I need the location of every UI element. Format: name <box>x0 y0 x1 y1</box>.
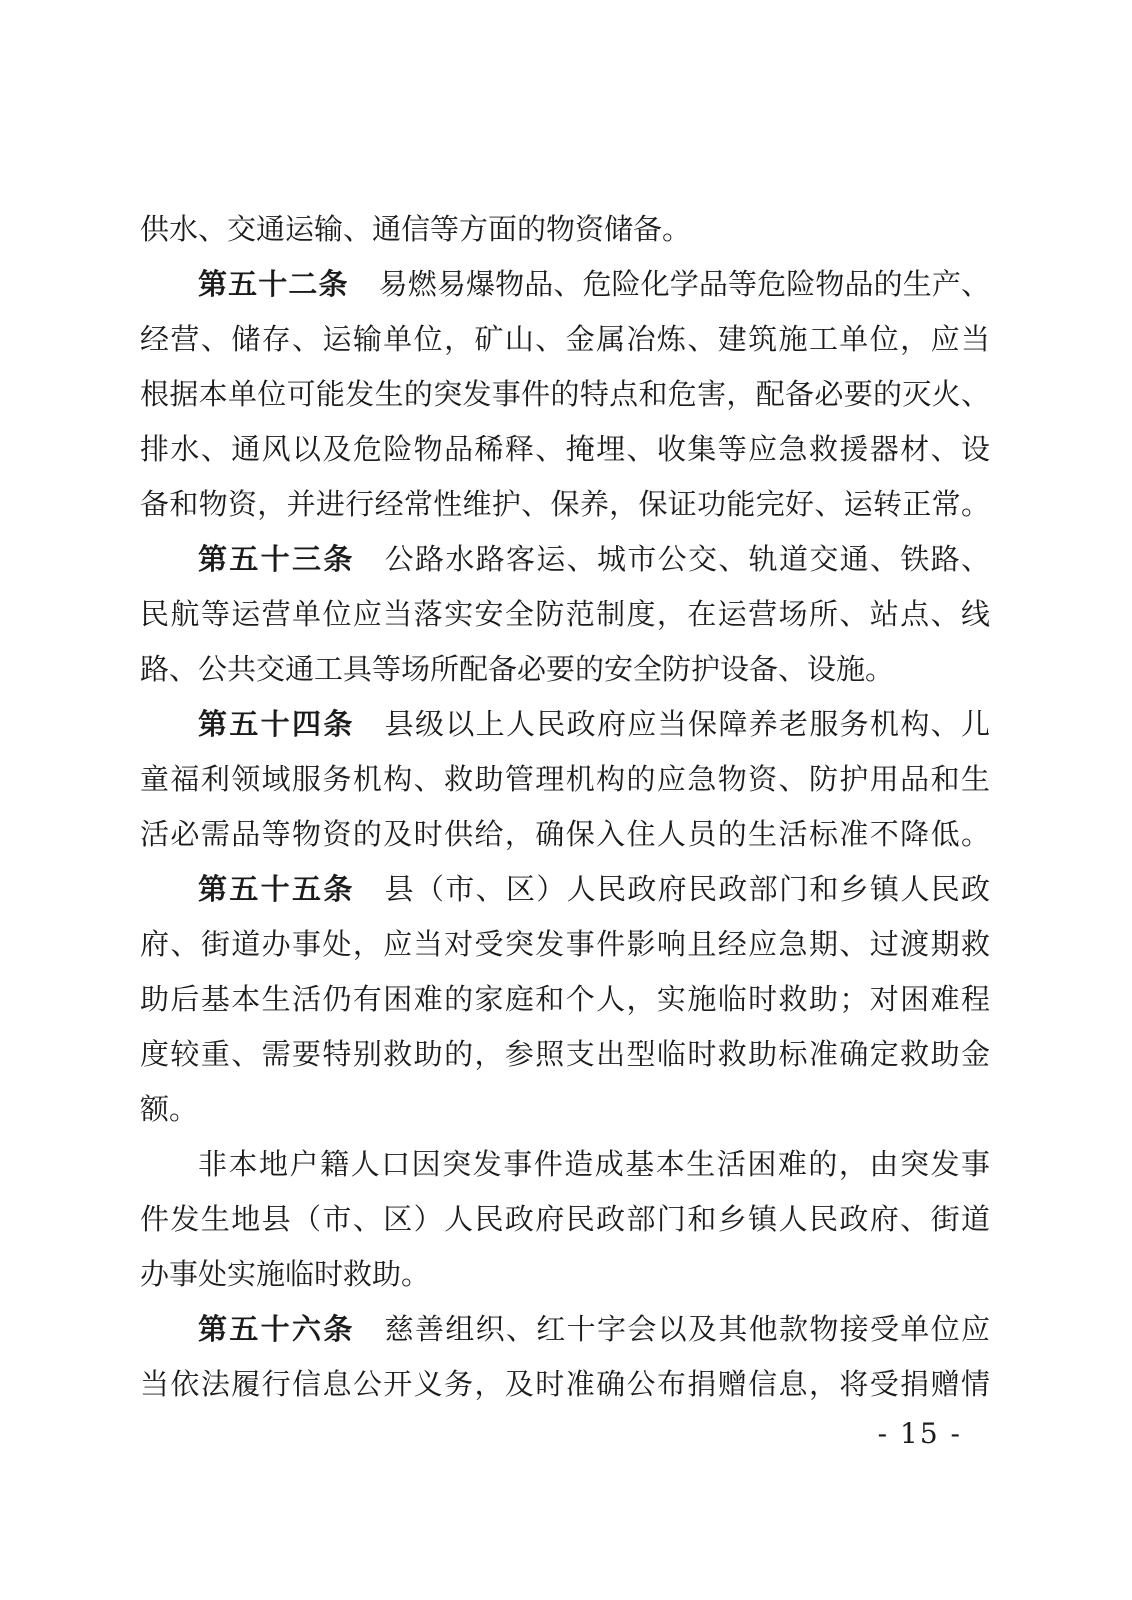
line-text: 根据本单位可能发生的突发事件的特点和危害，配备必要的灭火、 <box>140 379 990 411</box>
line-text: 度较重、需要特别救助的，参照支出型临时救助标准确定救助金 <box>140 1039 990 1071</box>
line-text: 办事处实施临时救助。 <box>140 1259 431 1291</box>
line-text: 供水、交通运输、通信等方面的物资储备。 <box>140 214 692 246</box>
line-text: 童福利领域服务机构、救助管理机构的应急物资、防护用品和生 <box>140 764 990 796</box>
document-line <box>140 588 990 643</box>
document-line <box>140 423 990 478</box>
document-line <box>140 313 990 368</box>
line-text: 经营、储存、运输单位，矿山、金属冶炼、建筑施工单位，应当 <box>140 324 990 356</box>
line-text: 件发生地县（市、区）人民政府民政部门和乡镇人民政府、街道 <box>140 1204 990 1236</box>
line-text: 公路水路客运、城市公交、轨道交通、铁路、 <box>384 544 990 576</box>
document-line <box>140 1193 990 1248</box>
line-text: 县级以上人民政府应当保障养老服务机构、儿 <box>384 709 990 741</box>
document-line <box>140 1083 990 1138</box>
document-body <box>140 203 990 1413</box>
line-text: 县（市、区）人民政府民政部门和乡镇人民政 <box>384 874 990 906</box>
line-text: 活必需品等物资的及时供给，确保入住人员的生活标准不降低。 <box>140 819 990 851</box>
document-line <box>140 1358 990 1413</box>
document-line <box>140 918 990 973</box>
document-line <box>140 1138 990 1193</box>
document-line <box>140 973 990 1028</box>
document-line <box>140 1303 990 1358</box>
document-line <box>140 753 990 808</box>
line-text: 非本地户籍人口因突发事件造成基本生活困难的，由突发事 <box>198 1149 990 1181</box>
document-line <box>140 1028 990 1083</box>
article-number: 第五十四条 <box>198 709 355 741</box>
line-text: 易燃易爆物品、危险化学品等危险物品的生产、 <box>378 269 990 301</box>
line-text: 排水、通风以及危险物品稀释、掩埋、收集等应急救援器材、设 <box>140 434 990 466</box>
line-text: 备和物资，并进行经常性维护、保养，保证功能完好、运转正常。 <box>140 489 990 521</box>
document-line <box>140 643 990 698</box>
page-number: - 15 - <box>877 1417 962 1450</box>
article-number: 第五十三条 <box>198 544 355 576</box>
document-line <box>140 203 990 258</box>
document-line <box>140 368 990 423</box>
document-line <box>140 258 990 313</box>
document-line <box>140 698 990 753</box>
document-line <box>140 533 990 588</box>
article-number: 第五十五条 <box>198 874 355 906</box>
line-text: 府、街道办事处，应当对受突发事件影响且经应急期、过渡期救 <box>140 929 990 961</box>
line-text: 路、公共交通工具等场所配备必要的安全防护设备、设施。 <box>140 654 895 686</box>
document-line <box>140 808 990 863</box>
line-text: 助后基本生活仍有困难的家庭和个人，实施临时救助；对困难程 <box>140 984 990 1016</box>
line-text: 额。 <box>140 1094 199 1126</box>
article-number: 第五十二条 <box>198 269 349 301</box>
document-line <box>140 1248 990 1303</box>
line-text: 民航等运营单位应当落实安全防范制度，在运营场所、站点、线 <box>140 599 990 631</box>
article-number: 第五十六条 <box>198 1314 355 1346</box>
line-text: 慈善组织、红十字会以及其他款物接受单位应 <box>384 1314 990 1346</box>
line-text: 当依法履行信息公开义务，及时准确公布捐赠信息，将受捐赠情 <box>140 1369 990 1401</box>
document-line <box>140 863 990 918</box>
document-line <box>140 478 990 533</box>
